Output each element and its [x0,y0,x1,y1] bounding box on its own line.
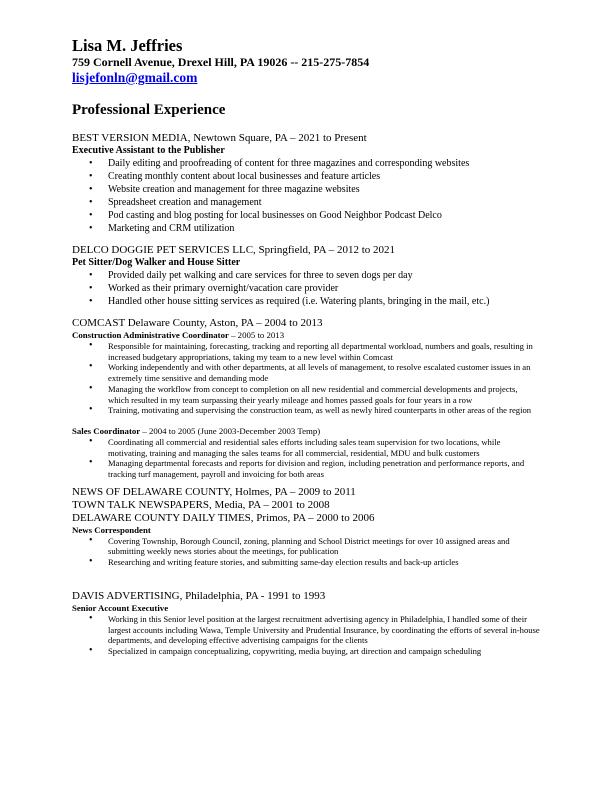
list-item: • Worked as their primary overnight/vacation care provider [72,282,540,295]
job-davis-advertising [72,590,540,657]
job-delco-doggie [72,244,540,308]
duties-list [72,157,540,235]
duties-list [72,536,540,568]
job-news [72,486,540,568]
job-title: Senior Account Executive [72,602,169,613]
employer-line: DELCO DOGGIE PET SERVICES LLC, Springfield, PA – 2012 to 2021 [72,244,396,256]
list-item: • Working in this Senior level position at the largest recruitment advertising agency in Philadelphia, I handled some of their largest accounts including Wawa, Temple University and Prudential Insurance, by coordinating the efforts of several in-house departments, and developing effective advertising campaigns for the clients [72,614,540,646]
job-title-name: Construction Administrative Coordinator [72,330,229,340]
employer-line: COMCAST Delaware County, Aston, PA – 2004 to 2013 [72,317,323,329]
list-item: • Daily editing and proofreading of content for three magazines and corresponding websites [72,157,540,170]
list-item: • Researching and writing feature stories, and submitting same-day election results and back-up articles [72,557,540,568]
list-item: • Handled other house sitting services as required (i.e. Watering plants, bringing in the mail, etc.) [72,295,540,308]
list-item: • Marketing and CRM utilization [72,222,540,235]
list-item: • Provided daily pet walking and care services for three to seven dogs per day [72,269,540,282]
duties-list [72,269,540,308]
list-item: • Managing departmental forecasts and reports for division and region, including penetration and performance reports, and tracking turf management, payroll and invoicing for both areas [72,458,540,479]
duties-list [72,614,540,657]
job-dates: – 2005 to 2013 [228,330,285,340]
applicant-name: Lisa M. Jeffries [72,36,183,55]
employer-line: DAVIS ADVERTISING, Philadelphia, PA - 1991 to 1993 [72,589,326,602]
resume-page [72,36,540,657]
duties-list [72,341,540,416]
email-link[interactable]: lisjefonln@gmail.com [72,70,198,85]
job-title: Pet Sitter/Dog Walker and House Sitter [72,257,241,268]
job-title [72,330,540,341]
contact-address: 759 Cornell Avenue, Drexel Hill, PA 19026 -- 215-275-7854 [72,55,370,69]
list-item: • Coordinating all commercial and residential sales efforts including sales team supervision for two locations, while motivating, training and managing the sales teams for all commercial, residential, MDU and bulk customers [72,437,540,458]
list-item: • Website creation and management for three magazine websites [72,183,540,196]
list-item: • Spreadsheet creation and management [72,196,540,209]
employer-line: DELAWARE COUNTY DAILY TIMES, Primos, PA – 2000 to 2006 [72,511,375,524]
job-title: Executive Assistant to the Publisher [72,145,225,156]
list-item: • Creating monthly content about local businesses and feature articles [72,170,540,183]
list-item: • Training, motivating and supervising the construction team, as well as newly hired counterparts in other areas of the region [72,405,540,416]
list-item: • Covering Township, Borough Council, zoning, planning and School District meetings for over 10 assigned areas and submitting weekly news stories about the meetings, for publication [72,536,540,557]
list-item: • Pod casting and blog posting for local businesses on Good Neighbor Podcast Delco [72,209,540,222]
list-item: • Managing the workflow from concept to completion on all new residential and commercial developments and projects, which resulted in my team surpassing their yearly mileage and homes passed goals for four years in a row [72,384,540,405]
list-item: • Working independently and with other departments, at all levels of management, to resolve escalated customer issues in an extremely time sensitive and demanding mode [72,362,540,383]
section-title: Professional Experience [72,102,226,118]
employer-line: NEWS OF DELAWARE COUNTY, Holmes, PA – 2009 to 2011 [72,485,356,498]
job-dates: – 2004 to 2005 (June 2003-December 2003 Temp) [140,425,321,436]
job-title [72,426,540,437]
job-best-version-media [72,132,540,235]
duties-list [72,437,540,480]
list-item: • Specialized in campaign conceptualizing, copywriting, media buying, art direction and campaign scheduling [72,646,540,657]
employer-line: BEST VERSION MEDIA, Newtown Square, PA – 2021 to Present [72,132,367,144]
employer-line: TOWN TALK NEWSPAPERS, Media, PA – 2001 to 2008 [72,498,330,511]
job-title: News Correspondent [72,524,151,535]
job-title-name: Sales Coordinator [72,425,141,436]
list-item: • Responsible for maintaining, forecasting, tracking and reporting all departmental workload, numbers and goals, resulting in increased budgetary appropriations, taking my team to a new level within Comcast [72,341,540,362]
job-comcast [72,317,540,480]
